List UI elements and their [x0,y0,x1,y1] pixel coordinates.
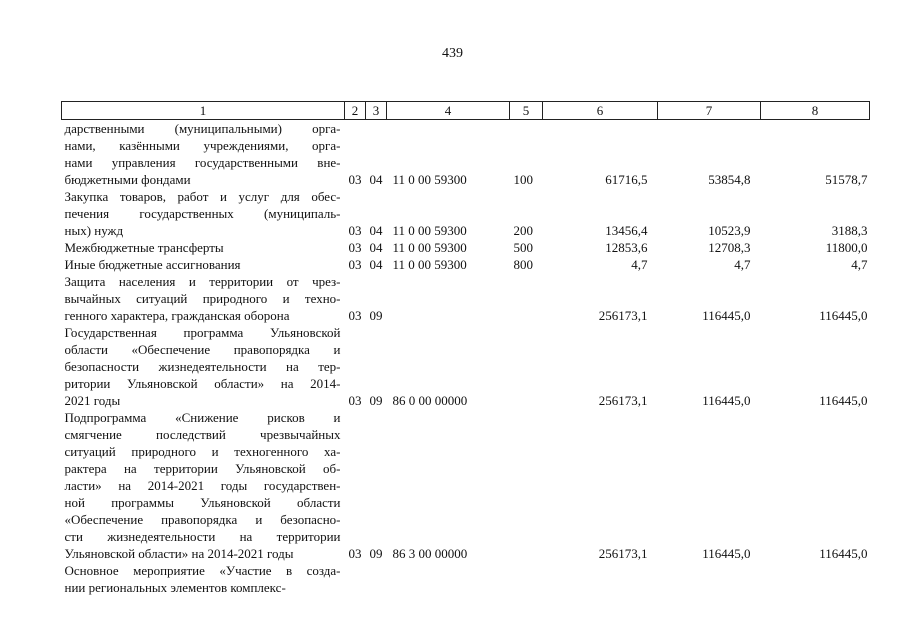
row-name-line: 2021 годы [64,393,121,408]
amount-col6-cell: 4,7 [631,257,648,272]
expense-type-cell: 800 [513,257,533,272]
section-code-cell: 03 [348,257,362,272]
row-name-line: вычайных ситуаций природного и техно- [64,291,341,306]
section-code-cell: 03 [348,223,362,238]
section-code-cell: 03 [348,240,362,255]
row-name-line: Закупка товаров, работ и услуг для обес- [64,189,341,204]
section-code-cell: 03 [348,393,362,408]
subsection-code-cell: 04 [369,172,383,187]
expense-type-cell: 200 [513,223,533,238]
row-name-cell [62,188,345,239]
target-article-cell: 11 0 00 59300 [392,172,467,187]
subsection-code-cell: 04 [369,240,383,255]
row-name-line: Основное мероприятие «Участие в созда- [64,563,341,578]
row-name-line: печения государственных (муниципаль- [64,206,341,221]
amount-col8-cell: 4,7 [851,257,868,272]
row-name-line: Межбюджетные трансферты [64,240,224,255]
amount-col8-cell: 11800,0 [825,240,868,255]
expense-type-cell [510,324,543,409]
amount-col6-cell: 256173,1 [598,393,648,408]
column-header-2: 2 [345,102,366,120]
table-row [62,120,870,189]
amount-col7-cell: 116445,0 [702,308,751,323]
row-name-line: безопасности жизнедеятельности на тер- [64,359,341,374]
amount-col7-cell: 12708,3 [708,240,751,255]
section-code-cell [345,562,366,596]
row-name-line: «Обеспечение правопорядка и безопасно- [64,512,341,527]
row-name-line: нии региональных элементов комплекс- [64,580,286,595]
expense-type-cell [510,409,543,562]
row-name-cell [62,273,345,324]
row-name-cell [62,324,345,409]
amount-col7-cell: 4,7 [734,257,751,272]
subsection-code-cell: 09 [369,546,383,561]
column-header-1: 1 [62,102,345,120]
table-row [62,273,870,324]
page-number: 439 [442,46,463,61]
amount-col8-cell: 116445,0 [819,393,868,408]
amount-col8-cell: 3188,3 [831,223,868,238]
row-name-line: нами управления государственными вне- [64,155,341,170]
row-name-cell [62,409,345,562]
subsection-code-cell: 04 [369,223,383,238]
row-name-line: бюджетными фондами [64,172,191,187]
amount-col6-cell: 256173,1 [598,546,648,561]
row-name-line: Подпрограмма «Снижение рисков и [64,410,341,425]
row-name-line: ласти» на 2014-2021 годы государствен- [64,478,341,493]
expense-type-cell [510,273,543,324]
amount-col6-cell: 256173,1 [598,308,648,323]
target-article-cell: 11 0 00 59300 [392,223,467,238]
row-name-cell [62,239,345,256]
column-header-8: 8 [761,102,870,120]
amount-col6-cell: 12853,6 [605,240,648,255]
expense-type-cell: 500 [513,240,533,255]
row-name-line: генного характера, гражданская оборона [64,308,290,323]
amount-col7-cell: 53854,8 [708,172,751,187]
row-name-line: ритории Ульяновской области» на 2014- [64,376,341,391]
amount-col7-cell: 116445,0 [702,546,751,561]
amount-col6-cell: 61716,5 [605,172,648,187]
table-row [62,188,870,239]
row-name-line: Ульяновской области» на 2014-2021 годы [64,546,294,561]
budget-table [61,101,870,596]
target-article-cell [387,273,510,324]
section-code-cell: 03 [348,172,362,187]
row-name-line: рактера на территории Ульяновской об- [64,461,341,476]
row-name-line: Государственная программа Ульяновской [64,325,341,340]
table-row [62,256,870,273]
target-article-cell: 11 0 00 59300 [392,240,467,255]
row-name-cell [62,562,345,596]
amount-col8-cell: 116445,0 [819,308,868,323]
column-header-5: 5 [510,102,543,120]
section-code-cell: 03 [348,308,362,323]
table-row [62,562,870,596]
column-header-4: 4 [387,102,510,120]
target-article-cell: 11 0 00 59300 [392,257,467,272]
table-body [62,120,870,597]
subsection-code-cell: 09 [369,393,383,408]
expense-type-cell [510,562,543,596]
row-name-cell [62,256,345,273]
target-article-cell [387,562,510,596]
row-name-cell [62,120,345,189]
amount-col7-cell [658,562,761,596]
amount-col8-cell: 51578,7 [825,172,868,187]
amount-col6-cell: 13456,4 [605,223,648,238]
row-name-line: ной программы Ульяновской области [64,495,341,510]
row-name-line: смягчение последствий чрезвычайных [64,427,341,442]
target-article-cell: 86 0 00 00000 [392,393,468,408]
column-header-6: 6 [543,102,658,120]
column-header-3: 3 [366,102,387,120]
table-row [62,239,870,256]
table-header-row [62,102,870,120]
row-name-line: области «Обеспечение правопорядка и [64,342,341,357]
table-row [62,324,870,409]
amount-col8-cell [761,562,870,596]
target-article-cell: 86 3 00 00000 [392,546,468,561]
row-name-line: ситуаций природного и техногенного ха- [64,444,341,459]
row-name-line: дарственными (муниципальными) орга- [64,121,341,136]
column-header-7: 7 [658,102,761,120]
amount-col7-cell: 10523,9 [708,223,751,238]
row-name-line: нами, казёнными учреждениями, орга- [64,138,341,153]
subsection-code-cell: 04 [369,257,383,272]
amount-col7-cell: 116445,0 [702,393,751,408]
table-row [62,409,870,562]
subsection-code-cell [366,562,387,596]
row-name-line: ных) нужд [64,223,124,238]
amount-col6-cell [543,562,658,596]
row-name-line: сти жизнедеятельности на территории [64,529,341,544]
subsection-code-cell: 09 [369,308,383,323]
row-name-line: Защита населения и территории от чрез- [64,274,341,289]
expense-type-cell: 100 [513,172,533,187]
row-name-line: Иные бюджетные ассигнования [64,257,241,272]
amount-col8-cell: 116445,0 [819,546,868,561]
section-code-cell: 03 [348,546,362,561]
